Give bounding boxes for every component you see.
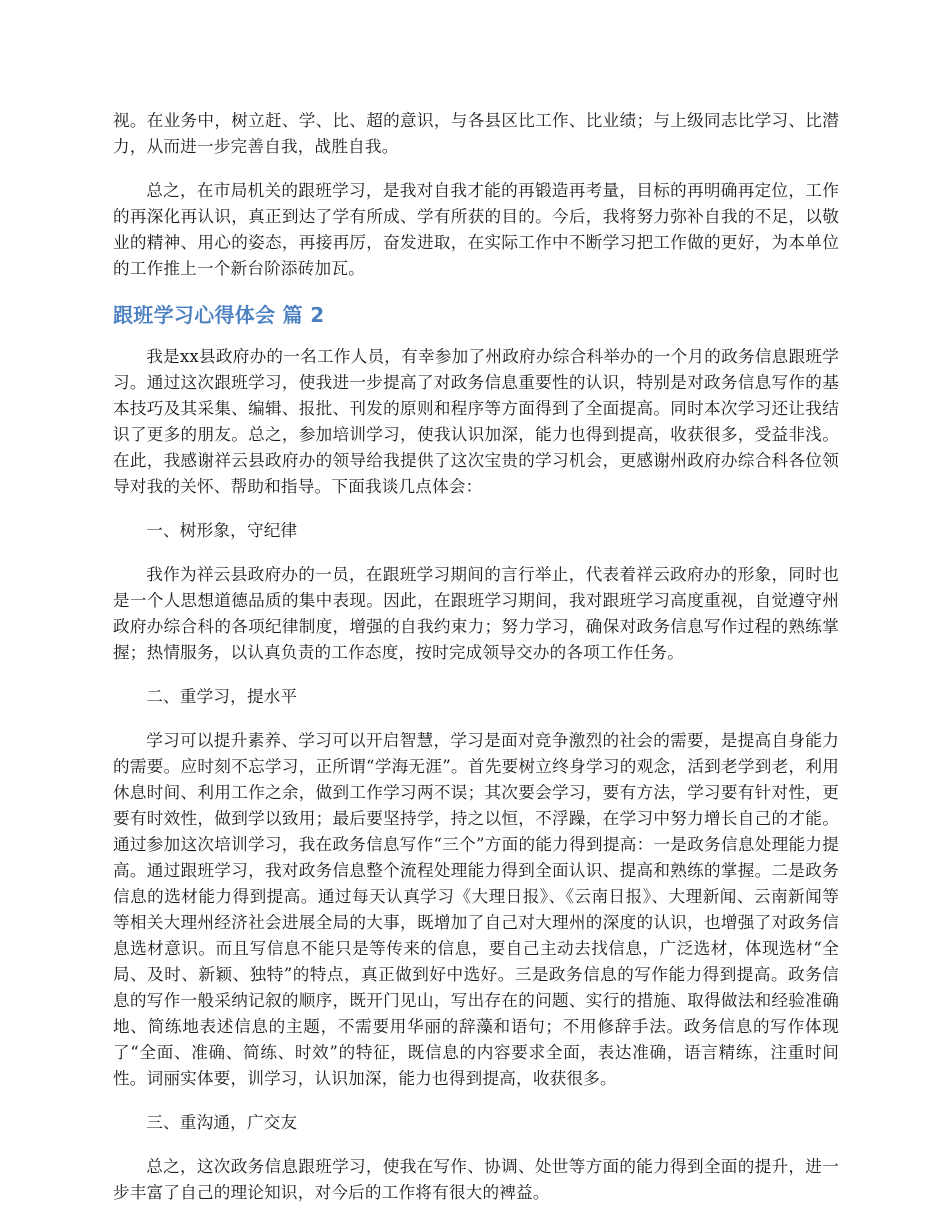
point-2-paragraph: 学习可以提升素养、学习可以开启智慧，学习是面对竞争激烈的社会的需要，是提高自身能力的需要。应时刻不忘学习，正所谓“学海无涯”。首先要树立终身学习的观念，活到老学到老，利用休息时间、利用工作之余，做到工作学习两不误；其次要会学习，要有方法，学习要有针对性，更要有时效性，做到学以致用；最后要坚持学，持之以恒，不浮躁，在学习中努力增长自己的才能。通过参加这次培训学习，我在政务信息写作“三个”方面的能力得到提高：一是政务信息处理能力提高。通过跟班学习，我对政务信息整个流程处理能力得到全面认识、提高和熟练的掌握。二是政务信息的选材能力得到提高。通过每天认真学习《大理日报》、《云南日报》、大理新闻、云南新闻等等相关大理州经济社会进展全局的大事，既增加了自己对大理州的深度的认识，也增强了对政务信息选材意识。而且写信息不能只是等传来的信息，要自己主动去找信息，广泛选材，体现选材“全局、及时、新颖、独特”的特点，真正做到好中选好。三是政务信息的写作能力得到提高。政务信息的写作一般采纳记叙的顺序，既开门见山，写出存在的问题、实行的措施、取得做法和经验准确地、简练地表述信息的主题，不需要用华丽的辞藻和语句；不用修辞手法。政务信息的写作体现了“全面、准确、简练、时效”的特征，既信息的内容要求全面，表达准确，语言精练，注重时间性。词丽实体要，训学习，认识加深，能力也得到提高，收获很多。 xyxy=(113,731,839,1088)
section-intro-paragraph: 我是xx县政府办的一名工作人员，有幸参加了州政府办综合科举办的一个月的政务信息跟班学习。通过这次跟班学习，使我进一步提高了对政务信息重要性的认识，特别是对政务信息写作的基本技巧及其采集、编辑、报批、刊发的原则和程序等方面得到了全面提高。同时本次学习还让我结识了更多的朋友。总之，参加培训学习，使我认识加深，能力也得到提高，收获很多，受益非浅。在此，我感谢祥云县政府办的领导给我提供了这次宝贵的学习机会，更感谢州政府办综合科各位领导对我的关怀、帮助和指导。下面我谈几点体会： xyxy=(113,347,839,496)
point-1-paragraph: 我作为祥云县政府办的一员，在跟班学习期间的言行举止，代表着祥云政府办的形象，同时也是一个人思想道德品质的集中表现。因此，在跟班学习期间，我对跟班学习高度重视，自觉遵守州政府办综合科的各项纪律制度，增强的自我约束力；努力学习，确保对政务信息写作过程的熟练掌握；热情服务，以认真负责的工作态度，按时完成领导交办的各项工作任务。 xyxy=(113,565,839,662)
point-3-heading: 三、重沟通，广交友 xyxy=(146,1113,298,1132)
conclusion-paragraph: 总之，这次政务信息跟班学习，使我在写作、协调、处世等方面的能力得到全面的提升，进一步丰富了自己的理论知识，对今后的工作将有很大的裨益。 xyxy=(113,1157,839,1202)
document-page xyxy=(113,108,839,1224)
section-title: 跟班学习心得体会 篇 2 xyxy=(113,303,325,327)
point-1-heading: 一、树形象，守纪律 xyxy=(146,521,298,540)
continuation-paragraph-1: 视。在业务中，树立赶、学、比、超的意识，与各县区比工作、比业绩；与上级同志比学习、比潜力，从而进一步完善自我，战胜自我。 xyxy=(113,111,839,156)
continuation-paragraph-2: 总之，在市局机关的跟班学习，是我对自我才能的再锻造再考量，目标的再明确再定位，工作的再深化再认识，真正到达了学有所成、学有所获的目的。今后，我将努力弥补自我的不足，以敬业的精神、用心的姿态，再接再厉，奋发进取，在实际工作中不断学习把工作做的更好，为本单位的工作推上一个新台阶添砖加瓦。 xyxy=(113,181,839,278)
point-2-heading: 二、重学习，提水平 xyxy=(146,687,298,706)
